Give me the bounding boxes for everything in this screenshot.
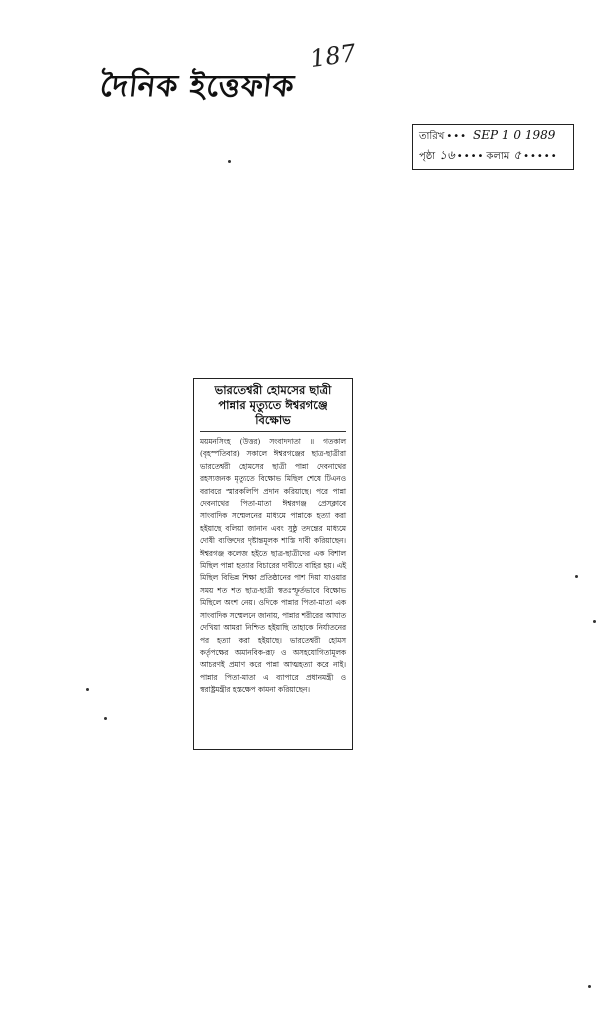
stamp-page-value: ১৬ [439,148,455,162]
headline-line-2: পান্নার মৃত্যুতে ঈশ্বরগঞ্জে [218,398,328,412]
stamp-column-label: কলাম [486,151,510,162]
stamp-page-label: পৃষ্ঠা [419,151,436,162]
handwritten-page-number: 187 [308,38,358,74]
news-clipping [193,378,353,750]
stamp-page-row: পৃষ্ঠা ১৬ •••• কলাম ৫ ••••• [419,147,567,166]
scan-speck [575,575,578,578]
newspaper-masthead: দৈনিক ইত্তেফাক [98,69,297,104]
scan-speck [104,717,107,720]
archive-stamp [412,124,574,170]
stamp-date-value: SEP 1 0 1989 [473,128,556,142]
clipping-headline [200,383,346,432]
stamp-date-row: তারিখ ••• SEP 1 0 1989 [419,128,567,147]
headline-line-3: বিক্ষোভ [255,413,291,427]
scan-speck [86,688,89,691]
scan-speck [593,620,596,623]
scan-speck [228,160,231,163]
headline-line-1: ভারতেশ্বরী হোমসের ছাত্রী [214,383,332,397]
clipping-body-text: ময়মনসিংহ (উত্তর) সংবাদদাতা ॥ গতকাল (বৃহস্পতিবার) সকালে ঈশ্বরগঞ্জের ছাত্র-ছাত্রীরা ভারতেশ্বরী হোমসের ছাত্রী পান্না দেবনাথের রহস্যজনক মৃত্যুতে বিক্ষোভ মিছিল শেষে টিএনও বরাবরে স্মারকলিপি প্রদান করিয়াছে। পরে পান্না দেবনাথের পিতা-মাতা ঈশ্বরগঞ্জ প্রেসক্লাবে সাংবাদিক সম্মেলনের মাধ্যমে পান্নাকে হত্যা করা হইয়াছে বলিয়া জানান এবং সুষ্ঠু তদন্তের মাধ্যমে দোষী ব্যক্তিদের দৃষ্টান্তমূলক শাস্তি দাবী করিয়াছেন। ঈশ্বরগঞ্জ কলেজ হইতে ছাত্র-ছাত্রীদের এক বিশাল মিছিল পান্না হত্যার বিচারের দাবীতে বাহির হয়। এই মিছিল বিভিন্ন শিক্ষা প্রতিষ্ঠানের পাশ দিয়া যাওয়ার সময় শত শত ছাত্র-ছাত্রী স্বতঃস্ফূর্তভাবে বিক্ষোভ মিছিলে অংশ নেয়। ওদিকে পান্নার পিতা-মাতা এক সাংবাদিক সম্মেলনে জানায়, পান্নার শরীরের আঘাত দেখিয়া আমরা নিশ্চিত হইয়াছি তাহাকে নির্যাতনের পর হত্যা করা হইয়াছে। ভারতেশ্বরী হোমস কর্তৃপক্ষের অমানবিক-রূঢ় ও অসহযোগিতামূলক আচরণই প্রমাণ করে পান্না আত্মহত্যা করে নাই। পান্নার পিতা-মাতা এ ব্যাপারে প্রধানমন্ত্রী ও স্বরাষ্ট্রমন্ত্রীর হস্তক্ষেপ কামনা করিয়াছেন। [200,437,346,695]
stamp-column-value: ৫ [513,148,522,162]
stamp-date-label: তারিখ [419,131,445,142]
scan-speck [588,985,591,988]
